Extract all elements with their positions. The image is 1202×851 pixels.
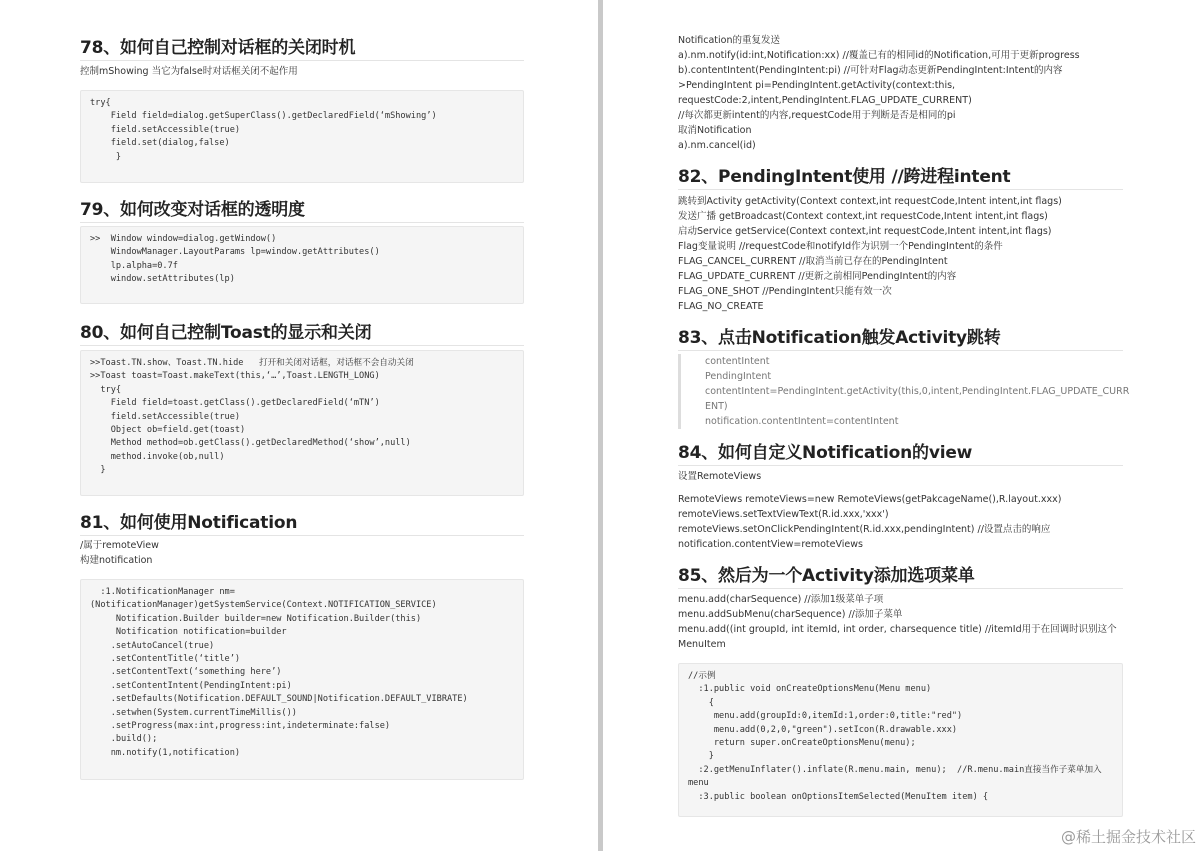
section-85-title: 85、然后为一个Activity添加选项菜单	[678, 561, 1123, 589]
section-81-title: 81、如何使用Notification	[80, 508, 524, 536]
body-line: Flag变量说明 //requestCode和notifyId作为识别一个PendingIntent的条件	[678, 241, 1003, 252]
body-line: FLAG_ONE_SHOT //PendingIntent只能有效一次	[678, 286, 892, 297]
code-line: :2.getMenuInflater().inflate(R.menu.main, menu); //R.menu.main直接当作子菜单加入	[688, 764, 1102, 775]
section-80-code	[80, 350, 524, 496]
code-line: >>Toast.TN.show、Toast.TN.hide 打开和关闭对话框，对话框不会自动关闭	[90, 358, 414, 368]
code-line: .setContentTitle(‘title’)	[90, 654, 241, 665]
quote-line: notification.contentIntent=contentIntent	[705, 416, 899, 427]
code-line: menu.add(0,2,0,"green").setIcon(R.drawable.xxx)	[688, 724, 958, 735]
section-84-body	[678, 492, 1061, 552]
code-line: try{	[90, 384, 122, 395]
body-line: menu.addSubMenu(charSequence) //添加子菜单	[678, 609, 903, 620]
section-79-code	[80, 226, 524, 304]
code-line: window.setAttributes(lp)	[90, 274, 235, 285]
code-line: Method method=ob.getClass().getDeclaredMethod(‘show’,null)	[90, 438, 411, 449]
left-page	[0, 0, 598, 851]
intro-line: >PendingIntent pi=PendingIntent.getActivity(context:this,	[678, 80, 956, 91]
intro-line: //每次都更新intent的内容,requestCode用于判断是否是相同的pi	[678, 110, 956, 121]
quote-line: contentIntent=PendingIntent.getActivity(this,0,intent,PendingIntent.FLAG_UPDATE_CURR	[705, 386, 1130, 397]
code-line: field.set(dialog,false)	[90, 138, 230, 149]
section-83	[678, 323, 1123, 351]
code-line: .build();	[90, 734, 158, 745]
code-line: .setwhen(System.currentTimeMillis())	[90, 707, 297, 718]
code-line: Notification.Builder builder=new Notification.Builder(this)	[90, 613, 422, 624]
body-line: FLAG_CANCEL_CURRENT //取消当前已存在的PendingIntent	[678, 256, 948, 267]
code-line: Field field=dialog.getSuperClass().getDeclaredField(‘mShowing’)	[90, 111, 437, 122]
code-line: }	[90, 465, 106, 476]
section-78-text: 控制mShowing 当它为false时对话框关闭不起作用	[80, 66, 298, 77]
code-line: return super.onCreateOptionsMenu(menu);	[688, 738, 916, 749]
section-82-title: 82、PendingIntent使用 //跨进程intent	[678, 162, 1123, 190]
section-81-text-1: /属于remoteView	[80, 540, 159, 551]
section-85-code	[678, 663, 1123, 817]
section-79	[80, 195, 524, 223]
code-line: lp.alpha=0.7f	[90, 260, 178, 271]
code-line: Field field=toast.getClass().getDeclaredField(‘mTN’)	[90, 398, 380, 409]
right-page	[603, 0, 1202, 851]
notification-intro	[678, 33, 1080, 153]
quote-line: ENT)	[705, 401, 728, 412]
code-line: method.invoke(ob,null)	[90, 451, 225, 462]
body-line: FLAG_UPDATE_CURRENT //更新之前相同PendingIntent的内容	[678, 271, 957, 282]
code-line: :1.NotificationManager nm=	[90, 587, 235, 597]
body-line: FLAG_NO_CREATE	[678, 301, 764, 312]
section-78-code	[80, 90, 524, 183]
section-84	[678, 438, 1123, 466]
quote-line: contentIntent	[705, 356, 770, 367]
code-line: >> Window window=dialog.getWindow()	[90, 234, 277, 244]
code-line: }	[90, 151, 122, 162]
intro-line: requestCode:2,intent,PendingIntent.FLAG_UPDATE_CURRENT)	[678, 95, 972, 106]
code-line: nm.notify(1,notification)	[90, 747, 241, 758]
section-83-quote	[678, 354, 1129, 429]
section-82-body	[678, 194, 1062, 314]
body-line: RemoteViews remoteViews=new RemoteViews(getPakcageName(),R.layout.xxx)	[678, 494, 1062, 505]
code-line: (NotificationManager)getSystemService(Context.NOTIFICATION_SERVICE)	[90, 600, 437, 611]
body-line: notification.contentView=remoteViews	[678, 539, 863, 550]
intro-line: Notification的重复发送	[678, 35, 781, 46]
section-78-title: 78、如何自己控制对话框的关闭时机	[80, 33, 524, 61]
intro-line: a).nm.notify(id:int,Notification:xx) //覆盖已有的相同id的Notification,可用于更新progress	[678, 50, 1080, 61]
body-line: menu.add(charSequence) //添加1级菜单子项	[678, 594, 884, 605]
section-85	[678, 561, 1123, 589]
section-81	[80, 508, 524, 536]
quote-line: PendingIntent	[705, 371, 772, 382]
body-line: 启动Service getService(Context context,int requestCode,Intent intent,int flags)	[678, 226, 1052, 237]
intro-line: b).contentIntent(PendingIntent:pi) //可针对Flag动态更新PendingIntent:Intent的内容	[678, 65, 1063, 76]
body-line: remoteViews.setTextViewText(R.id.xxx,'xxx')	[678, 509, 889, 520]
section-85-body	[678, 592, 1117, 652]
code-line: :3.public boolean onOptionsItemSelected(MenuItem item) {	[688, 791, 989, 802]
intro-line: a).nm.cancel(id)	[678, 140, 756, 151]
code-line: }	[688, 751, 714, 762]
code-line: field.setAccessible(true)	[90, 124, 241, 135]
code-line: >>Toast toast=Toast.makeText(this,‘…’,Toast.LENGTH_LONG)	[90, 371, 380, 382]
code-line: {	[688, 697, 714, 708]
code-line: .setContentIntent(PendingIntent:pi)	[90, 680, 292, 691]
section-84-text: 设置RemoteViews	[678, 471, 762, 482]
section-83-title: 83、点击Notification触发Activity跳转	[678, 323, 1123, 351]
code-line: //示例	[688, 671, 716, 681]
code-line: menu	[688, 778, 709, 789]
code-line: WindowManager.LayoutParams lp=window.getAttributes()	[90, 247, 380, 258]
intro-line: 取消Notification	[678, 125, 752, 136]
body-line: 跳转到Activity getActivity(Context context,int requestCode,Intent intent,int flags)	[678, 196, 1062, 207]
code-line: menu.add(groupId:0,itemId:1,order:0,title:"red")	[688, 711, 963, 722]
code-line: .setProgress(max:int,progress:int,indeterminate:false)	[90, 721, 391, 732]
section-84-title: 84、如何自定义Notification的view	[678, 438, 1123, 466]
section-80	[80, 318, 524, 346]
code-line: .setContentText(‘something here’)	[90, 667, 282, 678]
watermark: @稀土掘金技术社区	[1060, 828, 1196, 846]
section-80-title: 80、如何自己控制Toast的显示和关闭	[80, 318, 524, 346]
body-line: 发送广播 getBroadcast(Context context,int requestCode,Intent intent,int flags)	[678, 211, 1048, 222]
body-line: menu.add((int groupId, int itemId, int order, charsequence title) //itemId用于在回调时识别这个	[678, 624, 1117, 635]
code-line: .setDefaults(Notification.DEFAULT_SOUND|Notification.DEFAULT_VIBRATE)	[90, 694, 468, 705]
code-line: field.setAccessible(true)	[90, 411, 241, 422]
section-79-title: 79、如何改变对话框的透明度	[80, 195, 524, 223]
section-78	[80, 33, 524, 61]
section-82	[678, 162, 1123, 190]
body-line: remoteViews.setOnClickPendingIntent(R.id.xxx,pendingIntent) //设置点击的响应	[678, 524, 1051, 535]
code-line: try{	[90, 98, 111, 108]
section-81-text-2: 构建notification	[80, 555, 153, 566]
code-line: Notification notification=builder	[90, 627, 287, 638]
code-line: :1.public void onCreateOptionsMenu(Menu menu)	[688, 684, 932, 695]
section-81-code	[80, 579, 524, 780]
code-line: .setAutoCancel(true)	[90, 640, 215, 651]
code-line: Object ob=field.get(toast)	[90, 425, 246, 436]
body-line: MenuItem	[678, 639, 726, 650]
